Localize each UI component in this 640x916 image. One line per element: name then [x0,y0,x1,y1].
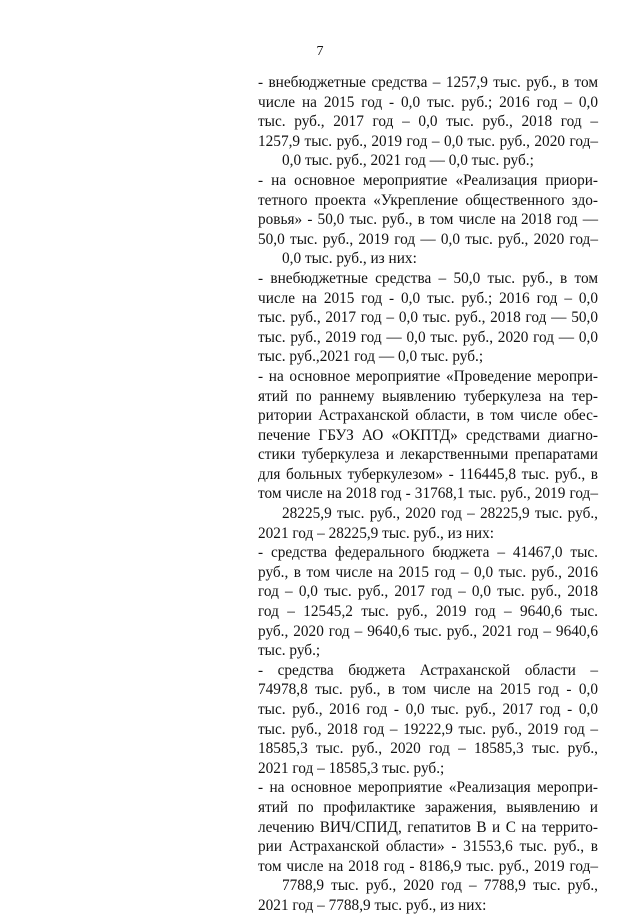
text-line: тыс. руб.,2021 год — 0,0 тыс. руб.; [258,348,484,366]
text-line: тыс. руб., 2017 год – 0,0 тыс. руб., 2018 год — 50,0 [258,309,598,327]
text-line: тетного проекта «Укрепление общественного здо- [258,191,598,209]
text-line: печение ГБУЗ АО «ОКПТД» средствами диагно- [258,426,598,444]
text-line: тыс. руб., 2019 год — 0,0 тыс. руб., 2020 год — 0,0 [258,328,598,346]
text-line: 0,0 тыс. руб., 2021 год — 0,0 тыс. руб.; [282,152,534,170]
text-line: руб., 2020 год – 9640,6 тыс. руб., 2021 год – 9640,6 [258,622,598,640]
text-line: 2021 год – 7788,9 тыс. руб., из них: [258,896,487,914]
text-line: ровья» - 50,0 тыс. руб., в том числе на 2018 год — [258,211,598,229]
text-line: 2021 год – 18585,3 тыс. руб.; [258,759,445,777]
text-line: стики туберкулеза и лекарственными препаратами [258,446,598,464]
text-line: рии Астраханской области» - 31553,6 тыс. руб., в [258,838,598,856]
text-line: руб., в том числе на 2015 год – 0,0 тыс. руб., 2016 [258,563,598,581]
text-line: ятий по раннему выявлению туберкулеза на тер- [258,387,598,405]
text-line: год – 12545,2 тыс. руб., 2019 год – 9640,6 тыс. [258,603,598,621]
text-line: 50,0 тыс. руб., 2019 год — 0,0 тыс. руб., 2020 год– [258,230,598,248]
text-line: год – 0,0 тыс. руб., 2017 год – 0,0 тыс. руб., 2018 [258,583,598,601]
text-line: 28225,9 тыс. руб., 2020 год – 28225,9 тыс. руб., [282,505,598,523]
text-line: том числе на 2018 год - 8186,9 тыс. руб., 2019 год– [258,857,598,875]
page-number: 7 [316,44,324,59]
document-body [258,73,598,916]
text-line: ятий по профилактике заражения, выявлению и [258,798,598,816]
text-line: - внебюджетные средства – 1257,9 тыс. руб., в том [258,74,598,91]
text-line: - на основное мероприятие «Проведение меропри- [258,367,598,385]
text-line: лечению ВИЧ/СПИД, гепатитов В и С на террито- [258,818,598,836]
text-line: тыс. руб., 2016 год - 0,0 тыс. руб., 2017 год - 0,0 [258,701,598,718]
text-line: числе на 2015 год - 0,0 тыс. руб.; 2016 год – 0,0 [258,93,598,111]
text-line: ритории Астраханской области, в том числе обес- [258,407,598,425]
text-line: 1257,9 тыс. руб., 2019 год – 0,0 тыс. руб., 2020 год– [258,132,598,150]
text-line: - внебюджетные средства – 50,0 тыс. руб., в том [258,269,598,287]
text-line: - на основное мероприятие «Реализация приори- [258,171,598,189]
text-line: том числе на 2018 год - 31768,1 тыс. руб., 2019 год– [258,485,598,503]
text-line: тыс. руб., 2017 год – 0,0 тыс. руб., 2018 год – [258,113,598,131]
text-line: 2021 год – 28225,9 тыс. руб., из них: [258,524,495,542]
text-line: - на основное мероприятие «Реализация меропри- [258,779,598,797]
text-line: 18585,3 тыс. руб., 2020 год – 18585,3 тыс. руб., [258,740,598,758]
text-line: 74978,8 тыс. руб., в том числе на 2015 год - 0,0 [258,681,598,699]
text-line: 0,0 тыс. руб., из них: [282,250,417,268]
text-line: тыс. руб.; [258,642,321,660]
text-line: тыс. руб., 2018 год – 19222,9 тыс. руб., 2019 год – [258,720,598,738]
text-line: числе на 2015 год - 0,0 тыс. руб.; 2016 год – 0,0 [258,289,598,307]
text-line: 7788,9 тыс. руб., 2020 год – 7788,9 тыс. руб., [282,877,598,895]
text-line: для больных туберкулезом» - 116445,8 тыс. руб., в [258,465,598,483]
text-line: - средства федерального бюджета – 41467,0 тыс. [258,544,598,562]
text-line: - средства бюджета Астраханской области – [258,661,598,679]
